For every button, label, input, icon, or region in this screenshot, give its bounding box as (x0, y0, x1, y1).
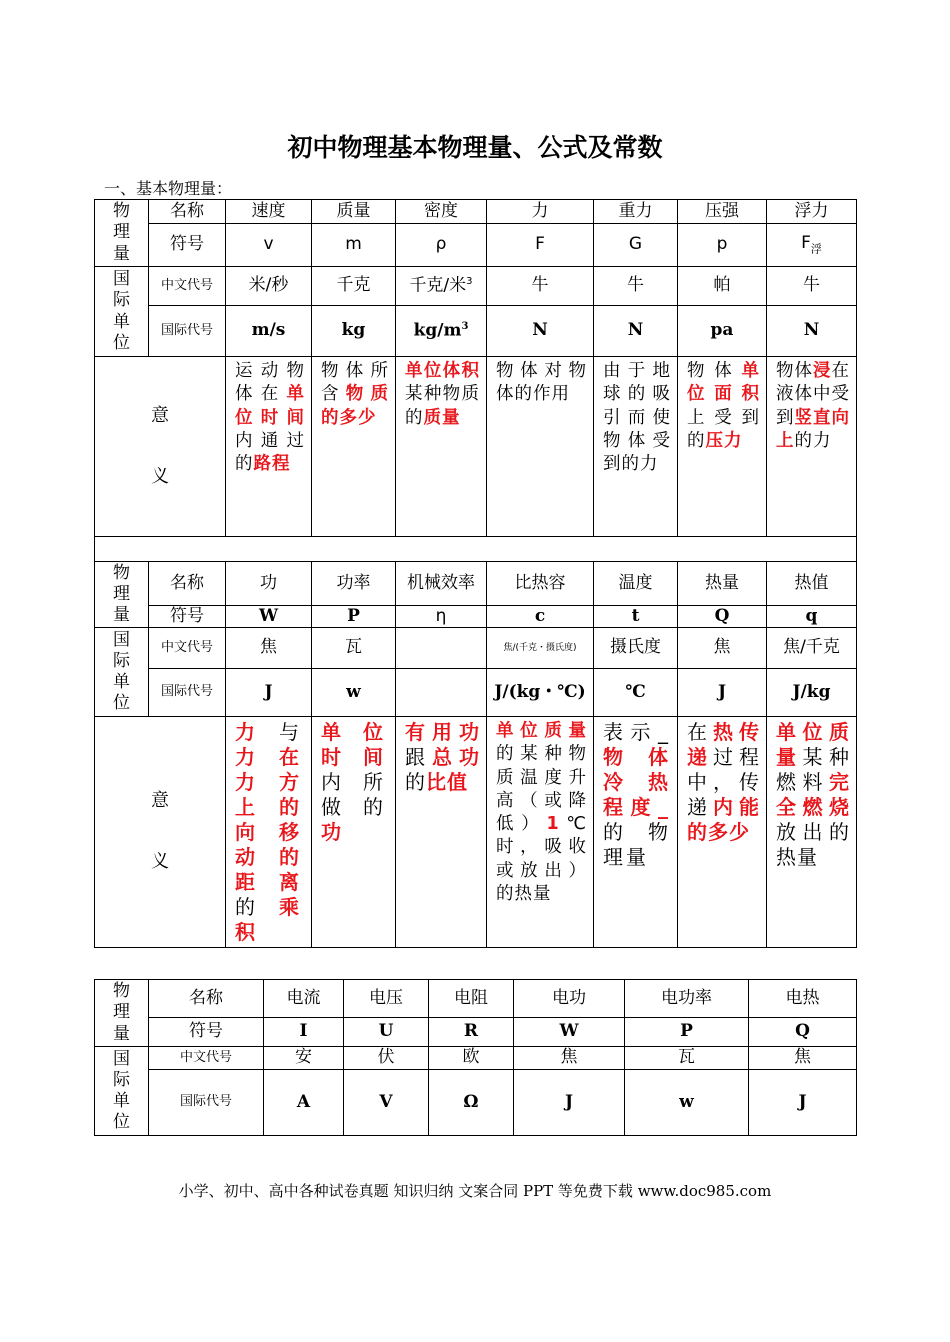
name-cell: 电压 (344, 980, 429, 1018)
symbol-cell: Q (678, 606, 767, 628)
name-cell: 功 (226, 562, 312, 606)
quantities-table-mechanics-heat (94, 199, 857, 948)
meaning-text: 的物理量 (603, 820, 671, 869)
intl-code-cell: w (625, 1070, 749, 1136)
meaning-text: 在液体中受到 (776, 361, 850, 428)
symbol-cell: P (625, 1018, 749, 1047)
intl-code-cell (396, 669, 487, 717)
intl-code-cell: N (487, 306, 594, 357)
cn-code-cell: 伏 (344, 1047, 429, 1070)
intl-code-cell: V (344, 1070, 429, 1136)
meaning-text: 跟 (405, 745, 432, 769)
highlighted-term: 力在力方上的向移动的距离 (235, 745, 305, 894)
intl-code-cell: J/(kg・℃) (487, 669, 594, 717)
label-symbol: 符号 (149, 224, 226, 267)
row-head-si-unit: 国际单位 (95, 267, 149, 357)
meaning-cell (767, 357, 857, 537)
symbol-cell: c (487, 606, 594, 628)
highlighted-term: 浸 (813, 361, 832, 381)
symbol-cell: I (264, 1018, 344, 1047)
highlighted-term: 总功 (432, 745, 480, 769)
highlighted-term: 1 (546, 814, 560, 835)
symbol-cell: t (594, 606, 678, 628)
meaning-cell (312, 717, 396, 948)
intl-code-cell: pa (678, 306, 767, 357)
symbol-cell: ρ (396, 224, 487, 267)
quantities-table-electricity (94, 979, 857, 1136)
highlighted-term: 单位体积 (405, 361, 480, 381)
meaning-cell (226, 717, 312, 948)
intl-code-cell: kg (312, 306, 396, 357)
meaning-cell (487, 357, 594, 537)
cn-code-cell: 牛 (487, 267, 594, 306)
meaning-text: 物体 (687, 361, 742, 381)
row-head-quantity: 物理量 (95, 980, 149, 1047)
cn-code-cell: 摄氏度 (594, 628, 678, 669)
label-cn-code: 中文代号 (149, 267, 226, 306)
meaning-text: 由于地球的吸引而使物体受到的力 (603, 361, 671, 475)
footer-text: 小学、初中、高中各种试卷真题 知识归纳 文案合同 PPT 等免费下载 www.doc985.com (178, 1182, 772, 1200)
highlighted-term: 竖直向上 (776, 407, 850, 451)
cn-code-cell: 焦 (678, 628, 767, 669)
name-cell: 密度 (396, 200, 487, 224)
cn-code-cell: 瓦 (625, 1047, 749, 1070)
row-head-si-unit: 国际单位 (95, 1047, 149, 1136)
meaning-text: 的 (235, 895, 279, 919)
cn-code-cell: 焦 (749, 1047, 857, 1070)
symbol-cell: W (514, 1018, 625, 1047)
intl-code-cell: $kg/m^3$ (396, 306, 487, 357)
meaning-cell (396, 357, 487, 537)
highlighted-term: 比值 (426, 770, 468, 794)
meaning-text: 过程中，传递 (687, 745, 760, 819)
meaning-text: 上受到的 (687, 407, 760, 451)
label-intl-code: 国际代号 (149, 1070, 264, 1136)
cn-code-cell: 牛 (594, 267, 678, 306)
row-head-quantity: 物理量 (95, 200, 149, 267)
cn-code-cell: 千克/米$^3$ (396, 267, 487, 306)
intl-code-cell: w (312, 669, 396, 717)
highlighted-term: 单位面积 (687, 361, 760, 405)
meaning-cell (226, 357, 312, 537)
meaning-text: 与 (279, 720, 305, 744)
exponent: 3 (461, 320, 469, 332)
label-cn-code: 中文代号 (149, 1047, 264, 1070)
name-cell: 比热容 (487, 562, 594, 606)
label-symbol: 符号 (149, 606, 226, 628)
highlighted-term: 有用功 (405, 720, 480, 744)
row-head-si-unit: 国际单位 (95, 628, 149, 717)
highlighted-term: 完全燃烧 (776, 770, 850, 819)
highlighted-term: 力 (235, 720, 279, 744)
meaning-text: 物体对物体的作用 (496, 361, 587, 405)
highlighted-term: 热传递 (687, 720, 760, 769)
meaning-cell (594, 357, 678, 537)
cn-code-cell: 米/秒 (226, 267, 312, 306)
intl-code-cell: Ω (429, 1070, 514, 1136)
cn-code-cell: 瓦 (312, 628, 396, 669)
meaning-text: 运动物体在 (235, 361, 305, 405)
meaning-cell (594, 717, 678, 948)
label-name: 名称 (149, 980, 264, 1018)
highlighted-term: 物体冷热程度_ (603, 745, 671, 819)
meaning-cell (678, 717, 767, 948)
symbol-cell: η (396, 606, 487, 628)
name-cell: 热值 (767, 562, 857, 606)
label-name: 名称 (149, 562, 226, 606)
intl-code-cell: A (264, 1070, 344, 1136)
name-cell: 电功 (514, 980, 625, 1018)
name-cell: 功率 (312, 562, 396, 606)
separator-row (95, 537, 857, 562)
cn-code-cell: 千克 (312, 267, 396, 306)
name-cell: 电阻 (429, 980, 514, 1018)
meaning-text: 物体所含 (321, 361, 389, 405)
name-cell: 电流 (264, 980, 344, 1018)
exponent: 3 (466, 275, 473, 287)
name-cell: 热量 (678, 562, 767, 606)
intl-code-cell: N (767, 306, 857, 357)
meaning-label: 意 义 (95, 717, 226, 948)
meaning-cell (396, 717, 487, 948)
meaning-text: 内通过的 (235, 430, 305, 475)
cn-code-cell: 焦 (514, 1047, 625, 1070)
meaning-cell (487, 717, 594, 948)
cn-code-cell: 焦 (226, 628, 312, 669)
symbol-cell: Q (749, 1018, 857, 1047)
symbol-subscript: 浮 (810, 242, 822, 256)
highlighted-term: 物质的多少 (321, 384, 389, 428)
symbol-cell: q (767, 606, 857, 628)
symbol-cell: W (226, 606, 312, 628)
meaning-text: 某种物质的 (405, 384, 480, 428)
meaning-cell (678, 357, 767, 537)
intl-code-cell: J (678, 669, 767, 717)
cn-code-cell: 焦/(千克・摄氏度) (487, 628, 594, 669)
name-cell: 重力 (594, 200, 678, 224)
label-name: 名称 (149, 200, 226, 224)
name-cell: 浮力 (767, 200, 857, 224)
symbol-cell: P (312, 606, 396, 628)
cn-code-cell: 欧 (429, 1047, 514, 1070)
name-cell: 力 (487, 200, 594, 224)
symbol-cell: F (487, 224, 594, 267)
cn-code-cell: 焦/千克 (767, 628, 857, 669)
highlighted-term: 内能 (713, 795, 760, 819)
meaning-text: 放出的热量 (776, 820, 850, 869)
symbol-cell: p (678, 224, 767, 267)
meaning-text: 表示_ (603, 720, 671, 744)
highlighted-term: 乘积 (235, 895, 305, 944)
intl-code-cell: ℃ (594, 669, 678, 717)
meaning-cell (312, 357, 396, 537)
label-intl-code: 国际代号 (149, 669, 226, 717)
name-cell: 机械效率 (396, 562, 487, 606)
row-head-quantity: 物理量 (95, 562, 149, 628)
meaning-text: 的力 (794, 430, 832, 451)
cn-code-cell: 帕 (678, 267, 767, 306)
highlighted-term: 压力 (705, 430, 743, 451)
meaning-text: ℃时，吸收或放出）的热量 (496, 814, 587, 904)
cn-code-cell: 安 (264, 1047, 344, 1070)
name-cell: 速度 (226, 200, 312, 224)
intl-code-cell: J/kg (767, 669, 857, 717)
highlighted-term: 单位时间 (235, 384, 305, 428)
highlighted-term: 路程 (253, 454, 291, 475)
highlighted-term: 功 (321, 820, 347, 844)
symbol-cell: m (312, 224, 396, 267)
meaning-text: 在 (687, 720, 713, 744)
meaning-text: 某种燃料 (776, 745, 850, 794)
label-symbol: 符号 (149, 1018, 264, 1047)
highlighted-term: 单位质量 (496, 721, 587, 741)
intl-code-cell: m/s (226, 306, 312, 357)
meaning-cell (767, 717, 857, 948)
intl-code-cell: J (749, 1070, 857, 1136)
name-cell: 电功率 (625, 980, 749, 1018)
highlighted-term: 单位时间 (321, 720, 389, 769)
meaning-label: 意 义 (95, 357, 226, 537)
symbol-cell: G (594, 224, 678, 267)
intl-code-cell: J (226, 669, 312, 717)
label-cn-code: 中文代号 (149, 628, 226, 669)
symbol-cell: R (429, 1018, 514, 1047)
name-cell: 压强 (678, 200, 767, 224)
meaning-text: 的某种物质温度升高（或降低） (496, 744, 587, 835)
symbol-cell: U (344, 1018, 429, 1047)
cn-code-cell (396, 628, 487, 669)
name-cell: 电热 (749, 980, 857, 1018)
meaning-text: 的 (405, 770, 426, 794)
page-title: 初中物理基本物理量、公式及常数 (287, 133, 663, 162)
meaning-text: 物体 (776, 361, 813, 381)
highlighted-term: 质量 (423, 407, 461, 428)
symbol-cell: $F_浮$ (767, 224, 857, 267)
cn-code-cell: 牛 (767, 267, 857, 306)
intl-code-cell: N (594, 306, 678, 357)
name-cell: 温度 (594, 562, 678, 606)
intl-code-cell: J (514, 1070, 625, 1136)
symbol-cell: v (226, 224, 312, 267)
meaning-text: 内所做的 (321, 770, 389, 819)
section-heading: 一、基本物理量： (104, 179, 233, 198)
label-intl-code: 国际代号 (149, 306, 226, 357)
highlighted-term: 的多少 (687, 820, 750, 844)
highlighted-term: 单位质量 (776, 720, 850, 769)
name-cell: 质量 (312, 200, 396, 224)
